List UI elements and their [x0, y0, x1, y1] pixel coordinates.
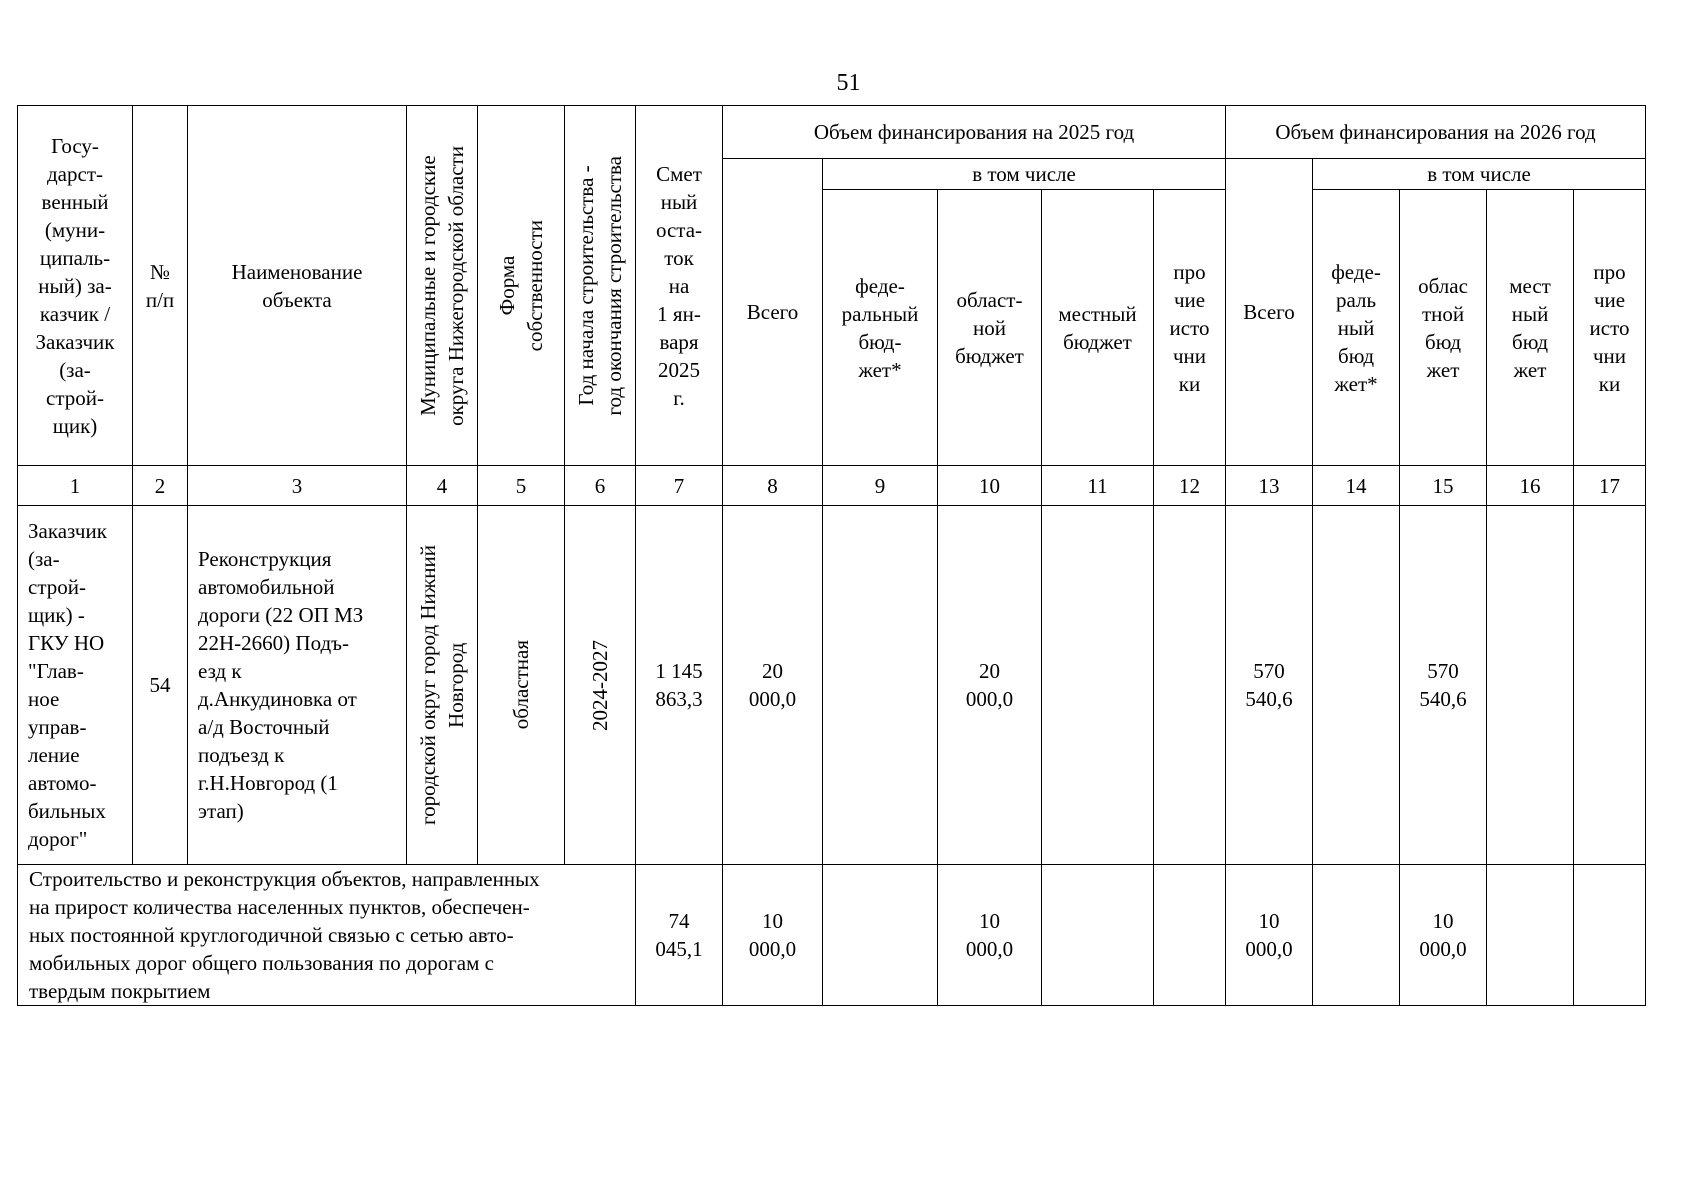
header-regional-2025: област- ной бюджет — [938, 190, 1042, 466]
header-total-2025: Всего — [723, 159, 823, 466]
row-federal-2025 — [823, 506, 938, 865]
header-including-2026: в том числе — [1313, 159, 1646, 190]
column-numbers-row — [18, 466, 1646, 506]
column-number: 16 — [1487, 466, 1574, 506]
header-number: № п/п — [133, 106, 188, 466]
header-other-2025: про чие исто чни ки — [1154, 190, 1226, 466]
summary-local-2025 — [1042, 865, 1154, 1006]
row-ownership: областная — [509, 640, 533, 730]
row-ownership-cell — [478, 506, 565, 865]
summary-other-2026 — [1574, 865, 1646, 1006]
header-ownership-cell — [478, 106, 565, 466]
header-years-cell — [565, 106, 636, 466]
column-number: 12 — [1154, 466, 1226, 506]
summary-federal-2026 — [1313, 865, 1400, 1006]
header-local-2025: местный бюджет — [1042, 190, 1154, 466]
column-number: 17 — [1574, 466, 1646, 506]
summary-local-2026 — [1487, 865, 1574, 1006]
row-federal-2026 — [1313, 506, 1400, 865]
column-number: 4 — [407, 466, 478, 506]
header-municipality-cell — [407, 106, 478, 466]
row-years-cell — [565, 506, 636, 865]
row-other-2026 — [1574, 506, 1646, 865]
column-number: 14 — [1313, 466, 1400, 506]
header-total-2026: Всего — [1226, 159, 1313, 466]
column-number: 5 — [478, 466, 565, 506]
row-regional-2025: 20 000,0 — [938, 506, 1042, 865]
summary-label: Строительство и реконструкция объектов, направленных на прирост количества населенных пунктов, обеспечен- ных постоянной круглогодичной связью с сетью авто- мобильных дорог общего пользования по дорогам с твердым покрытием — [18, 865, 636, 1006]
summary-row — [18, 865, 1646, 1006]
header-remaining: Смет ный оста- ток на 1 ян- варя 2025 г. — [636, 106, 723, 466]
header-ownership: Форма собственности — [495, 219, 547, 352]
column-number: 8 — [723, 466, 823, 506]
funding-table — [17, 105, 1646, 1006]
table-row — [18, 506, 1646, 865]
column-number: 3 — [188, 466, 407, 506]
row-local-2026 — [1487, 506, 1574, 865]
header-including-2025: в том числе — [823, 159, 1226, 190]
column-number: 7 — [636, 466, 723, 506]
header-local-2026: мест ный бюд жет — [1487, 190, 1574, 466]
summary-total-2025: 10 000,0 — [723, 865, 823, 1006]
header-customer: Госу- дарст- венный (муни- ципаль- ный) за- казчик / Заказчик (за- строй- щик) — [18, 106, 133, 466]
row-remaining: 1 145 863,3 — [636, 506, 723, 865]
header-row-1 — [18, 106, 1646, 159]
header-regional-2026: облас тной бюд жет — [1400, 190, 1487, 466]
column-number: 13 — [1226, 466, 1313, 506]
header-funding-2025: Объем финансирования на 2025 год — [723, 106, 1226, 159]
header-municipality: Муниципальные и городские округа Нижегородской области — [416, 145, 468, 426]
header-federal-2025: феде- ральный бюд- жет* — [823, 190, 938, 466]
header-other-2026: про чие исто чни ки — [1574, 190, 1646, 466]
summary-remaining: 74 045,1 — [636, 865, 723, 1006]
column-number: 15 — [1400, 466, 1487, 506]
row-total-2026: 570 540,6 — [1226, 506, 1313, 865]
column-number: 11 — [1042, 466, 1154, 506]
column-number: 2 — [133, 466, 188, 506]
page-number: 51 — [836, 70, 861, 96]
summary-regional-2026: 10 000,0 — [1400, 865, 1487, 1006]
header-years: Год начала строительства - год окончания строительства — [574, 155, 626, 416]
row-other-2025 — [1154, 506, 1226, 865]
column-number: 1 — [18, 466, 133, 506]
row-customer: Заказчик (за- строй- щик) - ГКУ НО "Глав- ное управ- ление автомо- бильных дорог" — [18, 506, 133, 865]
row-total-2025: 20 000,0 — [723, 506, 823, 865]
row-object-name: Реконструкция автомобильной дороги (22 ОП МЗ 22Н-2660) Подъ- езд к д.Анкудиновка от а/д Восточный подъезд к г.Н.Новгород (1 этап) — [188, 506, 407, 865]
header-funding-2026: Объем финансирования на 2026 год — [1226, 106, 1646, 159]
header-federal-2026: феде- раль ный бюд жет* — [1313, 190, 1400, 466]
column-number: 6 — [565, 466, 636, 506]
column-number: 10 — [938, 466, 1042, 506]
row-number: 54 — [133, 506, 188, 865]
summary-total-2026: 10 000,0 — [1226, 865, 1313, 1006]
column-number: 9 — [823, 466, 938, 506]
row-regional-2026: 570 540,6 — [1400, 506, 1487, 865]
header-object-name: Наименование объекта — [188, 106, 407, 466]
summary-regional-2025: 10 000,0 — [938, 865, 1042, 1006]
row-municipality: городской округ город Нижний Новгород — [416, 545, 468, 825]
summary-federal-2025 — [823, 865, 938, 1006]
summary-other-2025 — [1154, 865, 1226, 1006]
row-years: 2024-2027 — [588, 639, 612, 731]
row-municipality-cell — [407, 506, 478, 865]
row-local-2025 — [1042, 506, 1154, 865]
